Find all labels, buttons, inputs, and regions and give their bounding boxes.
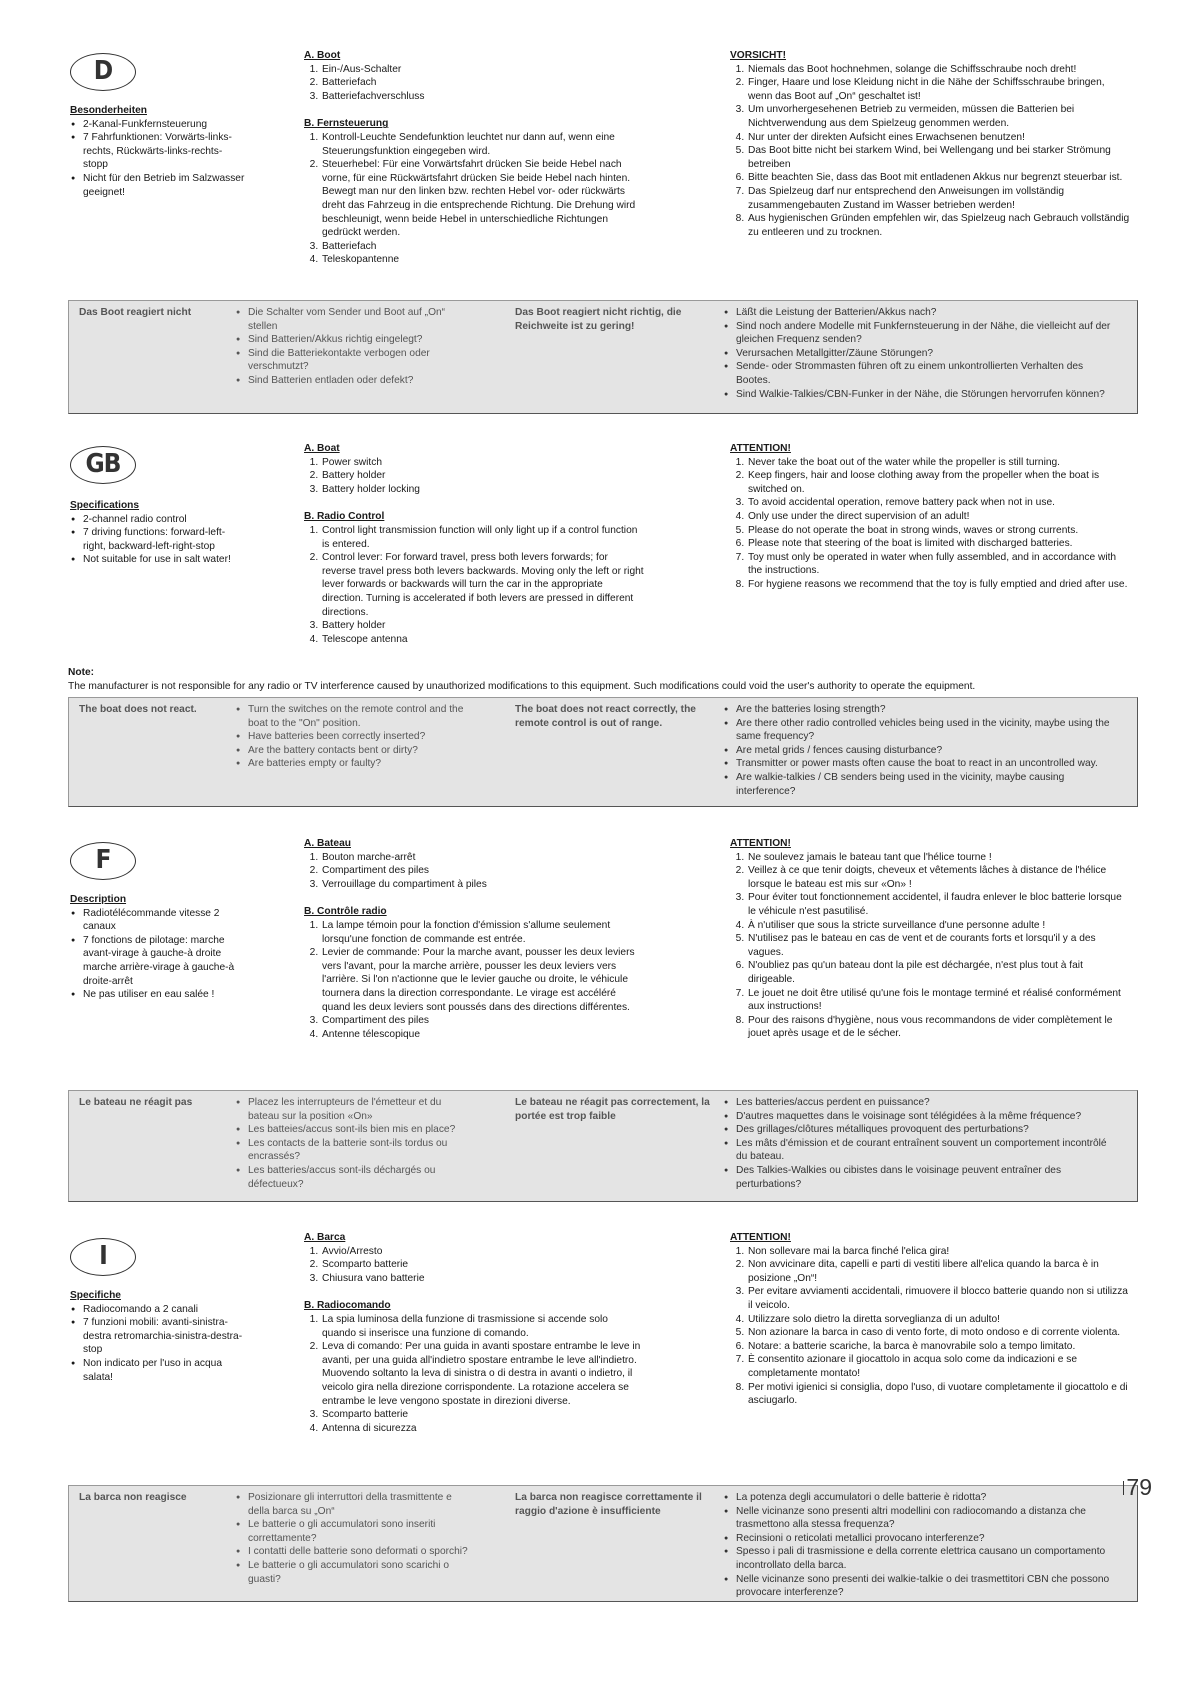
ts-check-item: ● Sende- oder Strommasten führen oft zu einem unkontrollierten Verhalten des Bootes. xyxy=(723,360,1113,387)
spec-item: ● Radiocomando a 2 canali xyxy=(70,1303,252,1317)
spec-item: ● 2-Kanal-Funkfernsteuerung xyxy=(70,118,245,132)
ts-check-item: ● Placez les interrupteurs de l'émetteur et du bateau sur la position «On» xyxy=(235,1096,473,1123)
warnings-d xyxy=(730,49,1130,239)
specs-title: Specifications xyxy=(70,500,140,511)
ts-problem: Das Boot reagiert nicht xyxy=(79,307,192,318)
part-a-item: 1. Power switch xyxy=(321,456,644,470)
warning-item: 3. Pour éviter tout fonctionnement accidentel, il faudra enlever le bloc batterie lorsque le véhicule n'est pasutilisé. xyxy=(747,891,1132,918)
part-a-title: A. Boat xyxy=(304,443,340,454)
specs-i xyxy=(70,1289,252,1384)
ts-checks xyxy=(723,306,1113,401)
warning-item: 7. Das Spielzeug darf nur entsprechend den Anweisungen im vollständig zusammengebauten Zustand im Wasser betrieben werden! xyxy=(747,185,1130,212)
warning-item: 2. Finger, Haare und lose Kleidung nicht in die Nähe der Schiffsschraube bringen, wenn das Boot auf „On“ geschaltet ist! xyxy=(747,76,1130,103)
ts-check-item: ● Les batteries/accus perdent en puissance? xyxy=(723,1096,1113,1110)
ts-problem: Le bateau ne réagit pas xyxy=(79,1097,193,1108)
ts-check-item: ● Sind noch andere Modelle mit Funkfernsteuerung in der Nähe, die vielleicht auf der gleichen Frequenz senden? xyxy=(723,320,1113,347)
specs-d xyxy=(70,104,245,199)
ts-check-item: ● Des grillages/clôtures métalliques provoquent des perturbations? xyxy=(723,1123,1113,1137)
part-b-item: 1. Control light transmission function will only light up if a control function is entered. xyxy=(321,524,644,551)
part-a-item: 2. Compartiment des piles xyxy=(321,864,644,878)
ts-check-item: ● Have batteries been correctly inserted? xyxy=(235,730,473,744)
parts-i xyxy=(304,1231,644,1435)
part-b-item: 2. Steuerhebel: Für eine Vorwärtsfahrt drücken Sie beide Hebel nach vorne, für eine Rückwärtsfahrt drücken Sie beide Hebel nach hinten. Bewegt man nur den linken bzw. rechten Hebel vor- oder rückwärts dreht das Fahrzeug in die entsprechende Richtung. Die Drehung wird beschleunigt, wenn beide Hebel in unterschiedliche Richtungen gedrückt werden. xyxy=(321,158,644,240)
specs-gb xyxy=(70,499,245,567)
ts-check-item: ● Nelle vicinanze sono presenti altri modellini con radiocomando a distanza che trasmettono alla stessa frequenza? xyxy=(723,1505,1113,1532)
part-a-item: 1. Bouton marche-arrêt xyxy=(321,851,644,865)
ts-check-item: ● Are batteries empty or faulty? xyxy=(235,757,473,771)
warning-item: 1. Ne soulevez jamais le bateau tant que l'hélice tourne ! xyxy=(747,851,1132,865)
warning-item: 8. Aus hygienischen Gründen empfehlen wir, das Spielzeug nach Gebrauch vollständig zu entleeren und zu trocknen. xyxy=(747,212,1130,239)
part-a-item: 3. Verrouillage du compartiment à piles xyxy=(321,878,644,892)
warnings-gb xyxy=(730,442,1130,592)
spec-item: ● 7 funzioni mobili: avanti-sinistra-destra retromarchia-sinistra-destra-stop xyxy=(70,1316,252,1357)
ts-check-item: ● Sind Batterien entladen oder defekt? xyxy=(235,374,473,388)
ts-check-item: ● Les contacts de la batterie sont-ils tordus ou encrassés? xyxy=(235,1137,473,1164)
ts-problem: Le bateau ne réagit pas correctement, la portée est trop faible xyxy=(515,1097,710,1122)
country-badge-gb: GB xyxy=(70,446,136,484)
spec-item: ● Radiotélécommande vitesse 2 canaux xyxy=(70,907,252,934)
warnings-f xyxy=(730,837,1132,1041)
warning-item: 3. Um unvorhergesehenen Betrieb zu vermeiden, müssen die Batterien bei Nichtverwendung aus dem Spielzeug genommen werden. xyxy=(747,103,1130,130)
part-a-title: A. Boot xyxy=(304,50,341,61)
ts-check-item: ● Sind Batterien/Akkus richtig eingelegt? xyxy=(235,333,473,347)
warning-item: 4. À n'utiliser que sous la stricte surveillance d'une personne adulte ! xyxy=(747,919,1132,933)
part-b-item: 3. Battery holder xyxy=(321,619,644,633)
ts-check-item: ● Verursachen Metallgitter/Zäune Störungen? xyxy=(723,347,1113,361)
part-b-item: 2. Levier de commande: Pour la marche avant, pousser les deux leviers vers l'avant, pour la marche arrière, pousser les deux leviers vers l'arrière. Si l'on n'actionne que le levier gauche ou droite, le véhicule tournera dans la direction correspondante. Le virage est accéléré quand les deux leviers sont poussés dans des directions différentes. xyxy=(321,946,644,1014)
part-b-item: 4. Teleskopantenne xyxy=(321,253,644,267)
note-label: Note: xyxy=(68,667,95,678)
part-a-item: 1. Avvio/Arresto xyxy=(321,1245,644,1259)
ts-check-item: ● Are metal grids / fences causing disturbance? xyxy=(723,744,1113,758)
warning-item: 2. Non avvicinare dita, capelli e parti di vestiti libere all'elica quando la barca è in posizione „On“! xyxy=(747,1258,1132,1285)
ts-problem: La barca non reagisce xyxy=(79,1492,187,1503)
spec-item: ● 2-channel radio control xyxy=(70,513,245,527)
part-a-item: 2. Batteriefach xyxy=(321,76,644,90)
part-b-title: B. Radio Control xyxy=(304,511,385,523)
ts-check-item: ● La potenza degli accumulatori o delle batterie è ridotta? xyxy=(723,1491,1113,1505)
warning-item: 6. Notare: a batterie scariche, la barca è manovrabile solo a tempo limitato. xyxy=(747,1340,1132,1354)
part-b-title: B. Fernsteuerung xyxy=(304,118,389,130)
part-b-item: 3. Compartiment des piles xyxy=(321,1014,644,1028)
warning-item: 8. Pour des raisons d'hygiène, nous vous recommandons de vider complètement le jouet après usage et de le sécher. xyxy=(747,1014,1132,1041)
part-b-item: 4. Telescope antenna xyxy=(321,633,644,647)
troubleshooting-f xyxy=(68,1090,1138,1202)
warning-title: VORSICHT! xyxy=(730,50,787,61)
ts-check-item: ● Turn the switches on the remote control and the boat to the "On" position. xyxy=(235,703,473,730)
part-b-item: 2. Control lever: For forward travel, press both levers forwards; for reverse travel press both levers backwards. Moving only the left or right lever forwards or backwards will turn the car in the appropriate direction. Turning is accelerated if both levers are pressed in different directions. xyxy=(321,551,644,619)
ts-checks xyxy=(723,1491,1113,1600)
part-b-item: 4. Antenna di sicurezza xyxy=(321,1422,644,1436)
ts-check-item: ● D'autres maquettes dans le voisinage sont télégidées à la même fréquence? xyxy=(723,1110,1113,1124)
ts-problem: The boat does not react. xyxy=(79,704,197,715)
spec-item: ● Ne pas utiliser en eau salée ! xyxy=(70,988,252,1002)
ts-check-item: ● Are walkie-talkies / CB senders being used in the vicinity, maybe causing interference? xyxy=(723,771,1113,798)
warning-item: 4. Only use under the direct supervision of an adult! xyxy=(747,510,1130,524)
specs-title: Description xyxy=(70,894,127,905)
ts-problem: Das Boot reagiert nicht richtig, die Reichweite ist zu gering! xyxy=(515,307,682,332)
ts-check-item: ● Les batteries/accus sont-ils déchargés ou défectueux? xyxy=(235,1164,473,1191)
warning-item: 6. Bitte beachten Sie, dass das Boot mit entladenen Akkus nur begrenzt steuerbar ist. xyxy=(747,171,1130,185)
warning-item: 5. Non azionare la barca in caso di vento forte, di moto ondoso e di corrente violenta. xyxy=(747,1326,1132,1340)
note-text: The manufacturer is not responsible for any radio or TV interference caused by unauthorized modifications to this equipment. Such modifications could void the user's authority to operate the equipment. xyxy=(68,680,976,692)
ts-checks xyxy=(235,703,473,771)
part-a-item: 3. Batteriefachverschluss xyxy=(321,90,644,104)
spec-item: ● Not suitable for use in salt water! xyxy=(70,553,245,567)
ts-check-item: ● Are there other radio controlled vehicles being used in the vicinity, maybe using the same frequency? xyxy=(723,717,1113,744)
warning-item: 1. Non sollevare mai la barca finché l'elica gira! xyxy=(747,1245,1132,1259)
parts-gb xyxy=(304,442,644,646)
spec-item: ● 7 driving functions: forward-left-right, backward-left-right-stop xyxy=(70,526,245,553)
part-a-item: 3. Battery holder locking xyxy=(321,483,644,497)
warning-item: 6. Please note that steering of the boat is limited with discharged batteries. xyxy=(747,537,1130,551)
ts-check-item: ● Le batterie o gli accumulatori sono scarichi o guasti? xyxy=(235,1559,473,1586)
part-b-title: B. Contrôle radio xyxy=(304,906,387,918)
ts-checks xyxy=(235,306,473,388)
ts-check-item: ● Sind die Batteriekontakte verbogen oder verschmutzt? xyxy=(235,347,473,374)
spec-item: ● 7 fonctions de pilotage: marche avant-virage à gauche-à droite marche arrière-virage à gauche-à droite-arrêt xyxy=(70,934,252,988)
parts-d xyxy=(304,49,644,267)
country-badge-d: D xyxy=(70,53,136,91)
warning-item: 5. Please do not operate the boat in strong winds, waves or strong currents. xyxy=(747,524,1130,538)
note xyxy=(68,666,1128,693)
warning-item: 5. Das Boot bitte nicht bei starkem Wind, bei Wellengang und bei starker Strömung betreiben xyxy=(747,144,1130,171)
ts-check-item: ● Nelle vicinanze sono presenti dei walkie-talkie o dei trasmettitori CBN che possono provocare interferenze? xyxy=(723,1573,1113,1600)
ts-check-item: ● Läßt die Leistung der Batterien/Akkus nach? xyxy=(723,306,1113,320)
ts-check-item: ● Recinsioni o reticolati metallici provocano interferenze? xyxy=(723,1532,1113,1546)
troubleshooting-i xyxy=(68,1485,1138,1602)
part-b-item: 1. La lampe témoin pour la fonction d'émission s'allume seulement lorsqu'une fonction de commande est entrée. xyxy=(321,919,644,946)
warning-title: ATTENTION! xyxy=(730,1232,791,1243)
part-a-item: 3. Chiusura vano batterie xyxy=(321,1272,644,1286)
part-b-item: 1. La spia luminosa della funzione di trasmissione si accende solo quando si inserisce una funzione di comando. xyxy=(321,1313,644,1340)
warning-item: 3. To avoid accidental operation, remove battery pack when not in use. xyxy=(747,496,1130,510)
part-b-title: B. Radiocomando xyxy=(304,1300,391,1312)
parts-f xyxy=(304,837,644,1041)
warning-item: 8. For hygiene reasons we recommend that the toy is fully emptied and dried after use. xyxy=(747,578,1130,592)
warning-item: 1. Never take the boat out of the water while the propeller is still turning. xyxy=(747,456,1130,470)
ts-check-item: ● Die Schalter vom Sender und Boot auf „On“ stellen xyxy=(235,306,473,333)
ts-check-item: ● Le batterie o gli accumulatori sono inseriti correttamente? xyxy=(235,1518,473,1545)
warning-item: 2. Keep fingers, hair and loose clothing away from the propeller when the boat is switched on. xyxy=(747,469,1130,496)
ts-problem: The boat does not react correctly, the remote control is out of range. xyxy=(515,704,696,729)
ts-problem: La barca non reagisce correttamente il raggio d'azione è insufficiente xyxy=(515,1492,702,1517)
spec-item: ● 7 Fahrfunktionen: Vorwärts-links-rechts, Rückwärts-links-rechts-stopp xyxy=(70,131,245,172)
ts-check-item: ● Transmitter or power masts often cause the boat to react in an uncontrolled way. xyxy=(723,757,1113,771)
ts-checks xyxy=(235,1096,473,1191)
warning-title: ATTENTION! xyxy=(730,838,791,849)
part-b-item: 2. Leva di comando: Per una guida in avanti spostare entrambe le leve in avanti, per una guida all'indietro spostare entrambe le leve all'indietro. Muovendo soltanto la leva di sinistra o di destra in avanti o indietro, il veicolo gira nella direzione corrispondente. La rotazione accelera se entrambe le leve vengono spostate in direzioni diverse. xyxy=(321,1340,644,1408)
ts-check-item: ● Les mâts d'émission et de courant entraînent souvent un comportement incontrôlé du bateau. xyxy=(723,1137,1113,1164)
specs-title: Specifiche xyxy=(70,1290,121,1301)
warning-item: 4. Nur unter der direkten Aufsicht eines Erwachsenen benutzen! xyxy=(747,131,1130,145)
specs-title: Besonderheiten xyxy=(70,105,147,116)
part-a-item: 1. Ein-/Aus-Schalter xyxy=(321,63,644,77)
ts-checks xyxy=(235,1491,473,1586)
specs-f xyxy=(70,893,252,1002)
country-badge-f: F xyxy=(70,842,136,880)
warning-item: 7. Toy must only be operated in water when fully assembled, and in accordance with the instructions. xyxy=(747,551,1130,578)
ts-checks xyxy=(723,1096,1113,1191)
part-a-item: 2. Battery holder xyxy=(321,469,644,483)
warning-item: 2. Veillez à ce que tenir doigts, cheveux et vêtements lâches à distance de l'hélice lorsque le bateau est mis sur «On» ! xyxy=(747,864,1132,891)
page-number: 79 xyxy=(1123,1481,1152,1495)
troubleshooting-gb xyxy=(68,697,1138,807)
warning-item: 7. Le jouet ne doit être utilisé qu'une fois le montage terminé et réalisé conformément aux instructions! xyxy=(747,987,1132,1014)
ts-check-item: ● Posizionare gli interruttori della trasmittente e della barca su „On“ xyxy=(235,1491,473,1518)
warning-item: 6. N'oubliez pas qu'un bateau dont la pile est déchargée, n'est plus tout à fait dirigeable. xyxy=(747,959,1132,986)
warning-item: 1. Niemals das Boot hochnehmen, solange die Schiffsschraube noch dreht! xyxy=(747,63,1130,77)
ts-check-item: ● Are the battery contacts bent or dirty? xyxy=(235,744,473,758)
part-b-item: 4. Antenne télescopique xyxy=(321,1028,644,1042)
ts-checks xyxy=(723,703,1113,798)
warning-item: 7. È consentito azionare il giocattolo in acqua solo come da indicazioni e se completamente montato! xyxy=(747,1353,1132,1380)
ts-check-item: ● Spesso i pali di trasmissione e della corrente elettrica causano un comportamento incontrollato della barca. xyxy=(723,1545,1113,1572)
troubleshooting-d xyxy=(68,300,1138,414)
part-a-title: A. Bateau xyxy=(304,838,351,849)
warning-item: 4. Utilizzare solo dietro la diretta sorveglianza di un adulto! xyxy=(747,1313,1132,1327)
part-b-item: 1. Kontroll-Leuchte Sendefunktion leuchtet nur dann auf, wenn eine Steuerungsfunktion eingegeben wird. xyxy=(321,131,644,158)
ts-check-item: ● Sind Walkie-Talkies/CBN-Funker in der Nähe, die Störungen hervorrufen können? xyxy=(723,388,1113,402)
ts-check-item: ● Des Talkies-Walkies ou cibistes dans le voisinage peuvent entraîner des perturbations? xyxy=(723,1164,1113,1191)
part-a-title: A. Barca xyxy=(304,1232,346,1243)
warning-item: 5. N'utilisez pas le bateau en cas de vent et de courants forts et lorsqu'il y a des vagues. xyxy=(747,932,1132,959)
ts-check-item: ● I contatti delle batterie sono deformati o sporchi? xyxy=(235,1545,473,1559)
part-a-item: 2. Scomparto batterie xyxy=(321,1258,644,1272)
country-badge-i: I xyxy=(70,1238,136,1276)
part-b-item: 3. Batteriefach xyxy=(321,240,644,254)
ts-check-item: ● Les batteies/accus sont-ils bien mis en place? xyxy=(235,1123,473,1137)
warning-item: 8. Per motivi igienici si consiglia, dopo l'uso, di vuotare completamente il giocattolo e di asciugarlo. xyxy=(747,1381,1132,1408)
spec-item: ● Non indicato per l'uso in acqua salata! xyxy=(70,1357,252,1384)
spec-item: ● Nicht für den Betrieb im Salzwasser geeignet! xyxy=(70,172,245,199)
part-b-item: 3. Scomparto batterie xyxy=(321,1408,644,1422)
warning-title: ATTENTION! xyxy=(730,443,791,454)
ts-check-item: ● Are the batteries losing strength? xyxy=(723,703,1113,717)
warnings-i xyxy=(730,1231,1132,1408)
warning-item: 3. Per evitare avviamenti accidentali, rimuovere il blocco batterie quando non si utilizza il veicolo. xyxy=(747,1285,1132,1312)
